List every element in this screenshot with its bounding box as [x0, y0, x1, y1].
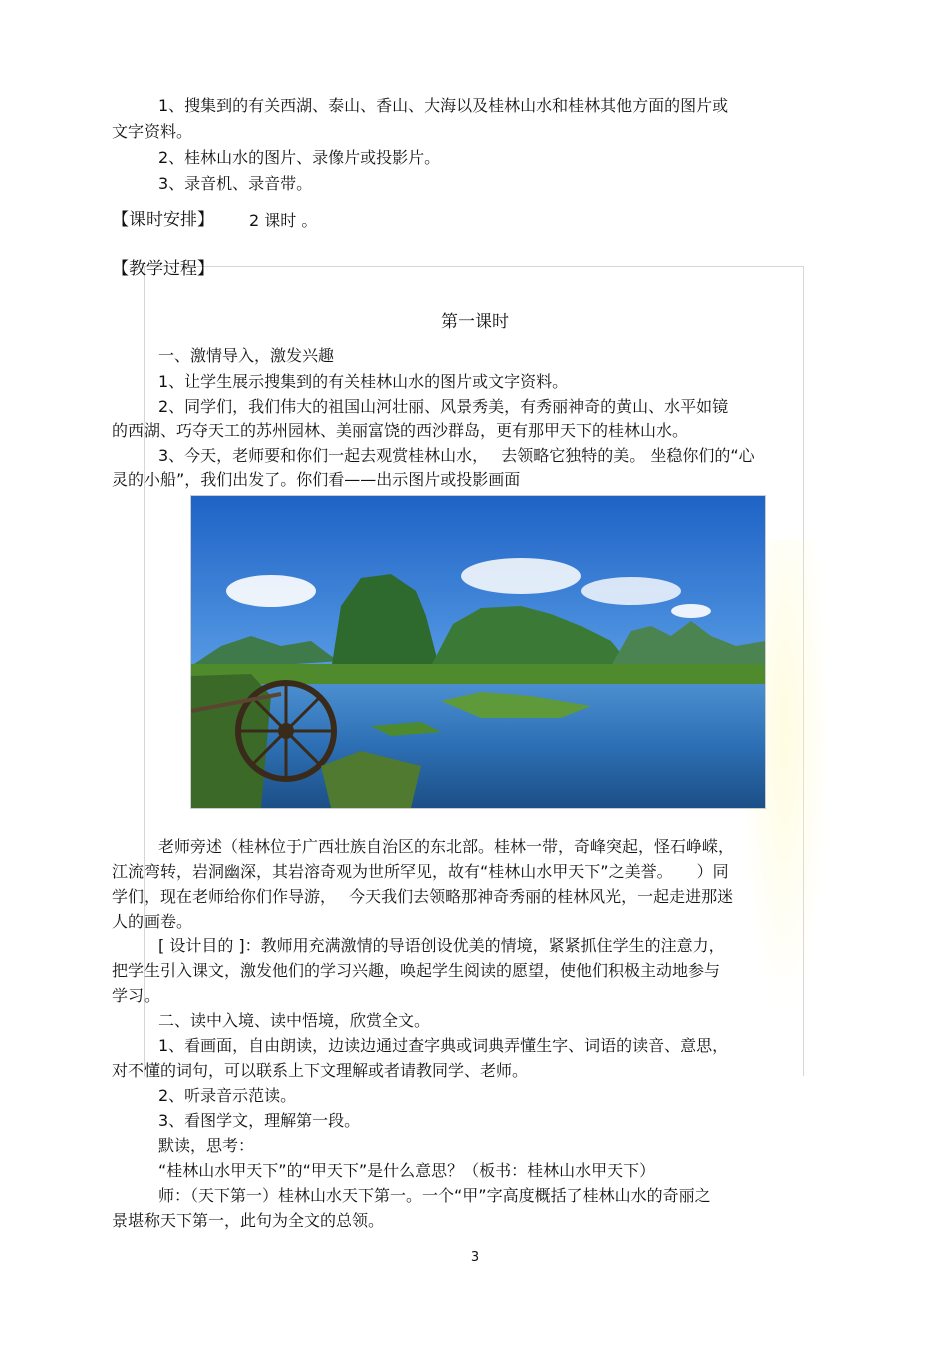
- design-purpose-line2: 把学生引入课文，激发他们的学习兴趣，唤起学生阅读的愿望，使他们积极主动地参与: [112, 961, 721, 980]
- section-1-item-3-line2: 灵的小船”，我们出发了。你们看——出示图片或投影画面: [112, 470, 521, 489]
- design-purpose-line3: 学习。: [112, 986, 161, 1005]
- teacher-line2: 景堪称天下第一，此句为全文的总领。: [112, 1211, 385, 1230]
- section-1-item-1: 1、让学生展示搜集到的有关桂林山水的图片或文字资料。: [158, 372, 569, 391]
- section-2-heading: 二、读中入境、读中悟境，欣赏全文。: [158, 1011, 431, 1030]
- lesson-title: 第一课时: [441, 312, 509, 332]
- question-line: “桂林山水甲天下”的“甲天下”是什么意思？（板书：桂林山水甲天下）: [158, 1161, 656, 1180]
- page-number: 3: [470, 1250, 480, 1265]
- schedule-label: 【课时安排】: [112, 210, 214, 230]
- narration-line4: 人的画卷。: [112, 912, 193, 931]
- section-2-item-1-line2: 对不懂的词句，可以联系上下文理解或者请教同学、老师。: [112, 1061, 529, 1080]
- section-1-item-3-line1: 3、今天，老师要和你们一起去观赏桂林山水， 去领略它独特的美。 坐稳你们的“心: [158, 446, 755, 465]
- silent-reading-prompt: 默读，思考：: [158, 1136, 255, 1155]
- guilin-landscape-image: [190, 495, 766, 809]
- narration-line3: 学们，现在老师给你们作导游， 今天我们去领略那神奇秀丽的桂林风光，一起走进那迷: [112, 887, 734, 906]
- material-2: 2、桂林山水的图片、录像片或投影片。: [158, 148, 441, 167]
- material-1-line1: 1、搜集到的有关西湖、泰山、香山、大海以及桂林山水和桂林其他方面的图片或: [158, 96, 729, 115]
- section-1-heading: 一、激情导入，激发兴趣: [158, 346, 335, 365]
- section-1-item-2-line2: 的西湖、巧夺天工的苏州园林、美丽富饶的西沙群岛，更有那甲天下的桂林山水。: [112, 421, 689, 440]
- material-1-line2: 文字资料。: [112, 122, 193, 141]
- design-purpose-line1: [ 设计目的 ]：教师用充满激情的导语创设优美的情境，紧紧抓住学生的注意力，: [158, 936, 725, 955]
- teacher-line1: 师：（天下第一）桂林山水天下第一。一个“甲”字高度概括了桂林山水的奇丽之: [158, 1186, 711, 1205]
- narration-line1: 老师旁述（桂林位于广西壮族自治区的东北部。桂林一带，奇峰突起，怪石峥嵘，: [158, 837, 735, 856]
- material-3: 3、录音机、录音带。: [158, 174, 313, 193]
- section-2-item-1-line1: 1、看画面，自由朗读，边读边通过查字典或词典弄懂生字、词语的读音、意思，: [158, 1036, 729, 1055]
- narration-line2: 江流弯转，岩洞幽深，其岩溶奇观为世所罕见，故有“桂林山水甲天下”之美誉。 ）同: [112, 862, 729, 881]
- process-label: 【教学过程】: [112, 259, 214, 279]
- section-2-item-2: 2、听录音示范读。: [158, 1086, 297, 1105]
- schedule-value: 2 课时 。: [249, 211, 318, 230]
- section-1-item-2-line1: 2、同学们，我们伟大的祖国山河壮丽、风景秀美，有秀丽神奇的黄山、水平如镜: [158, 397, 729, 416]
- section-2-item-3: 3、看图学文，理解第一段。: [158, 1111, 361, 1130]
